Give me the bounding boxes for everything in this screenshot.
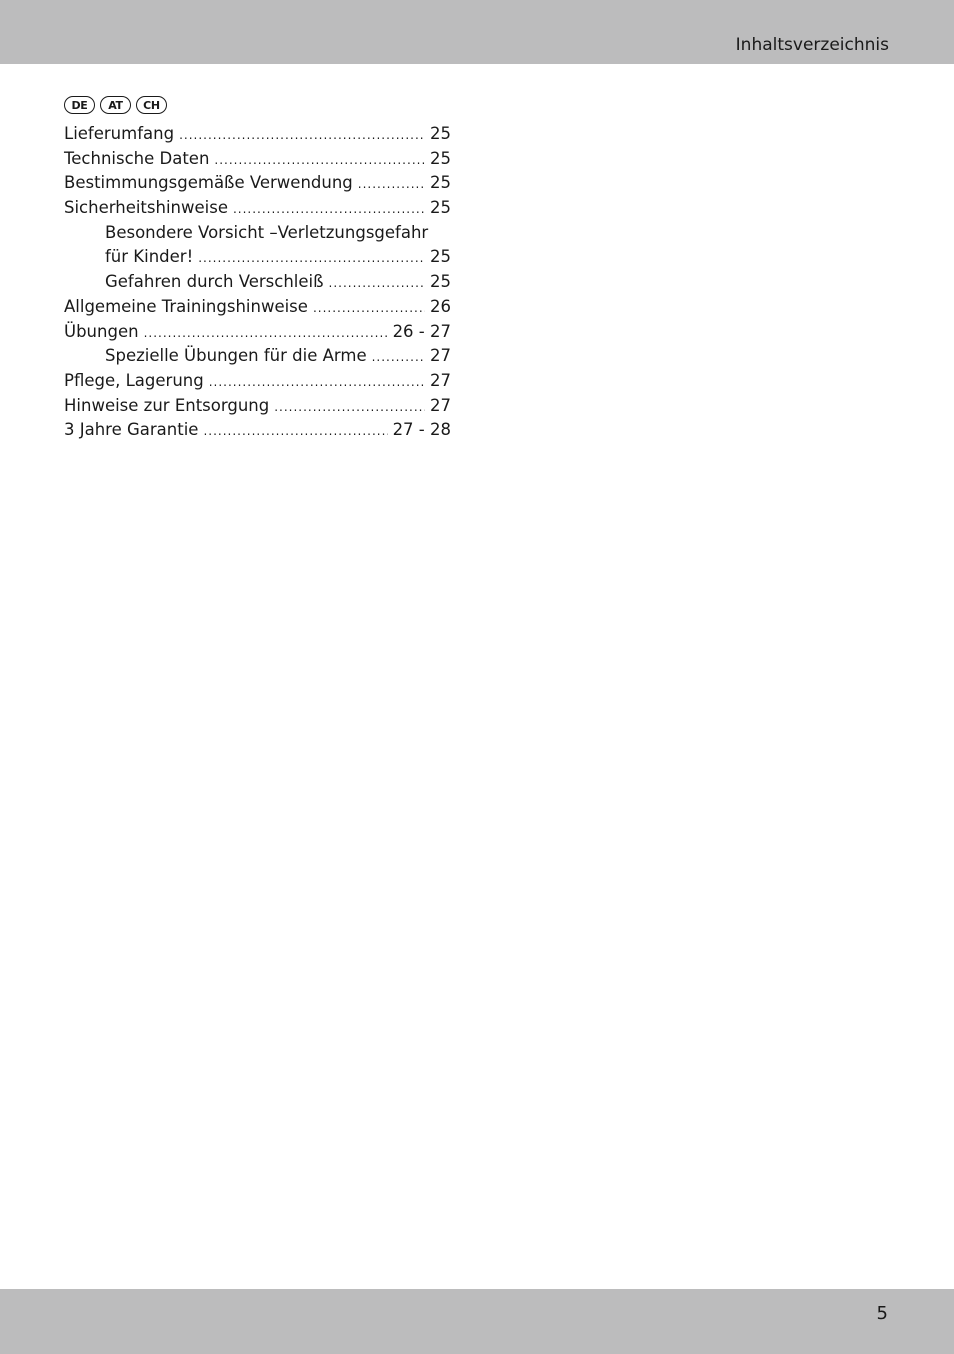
toc-entry-label: Allgemeine Trainingshinweise: [64, 296, 308, 316]
toc-entry[interactable]: [64, 295, 451, 320]
toc-entry[interactable]: [64, 320, 451, 345]
toc-entry-page: 27: [430, 370, 451, 390]
toc-entry-label: Gefahren durch Verschleiß: [105, 272, 324, 292]
toc-entry-page: 27: [430, 346, 451, 366]
toc-subentry[interactable]: [64, 221, 451, 246]
toc-leader: [198, 246, 425, 271]
toc-entry-page: 25: [430, 272, 451, 292]
toc-entry-label: für Kinder!: [105, 247, 194, 267]
toc-entry[interactable]: [64, 369, 451, 394]
header-title: Inhaltsverzeichnis: [735, 35, 889, 55]
toc-subentry[interactable]: [64, 245, 451, 270]
country-badge-ch: CH: [136, 96, 167, 114]
toc-leader: [209, 370, 425, 395]
toc-entry-page: 26: [430, 296, 451, 316]
toc-entry-page: 27: [430, 395, 451, 415]
toc-leader: [179, 123, 425, 148]
toc-entry-page: 27 - 28: [392, 420, 451, 440]
toc-entry[interactable]: [64, 122, 451, 147]
toc-subentry[interactable]: [64, 270, 451, 295]
toc-leader: [203, 419, 387, 444]
toc-entry-label: Pflege, Lagerung: [64, 370, 204, 390]
toc-entry-label: Bestimmungsgemäße Verwendung: [64, 173, 353, 193]
toc-leader: [358, 172, 425, 197]
toc-leader: [274, 395, 425, 420]
toc-entry[interactable]: [64, 147, 451, 172]
toc-leader: [233, 197, 425, 222]
toc-entry[interactable]: [64, 171, 451, 196]
toc-entry-page: 25: [430, 148, 451, 168]
toc-entry-page: 26 - 27: [392, 321, 451, 341]
country-badges: [64, 96, 167, 114]
toc-leader: [313, 296, 425, 321]
toc-entry[interactable]: [64, 418, 451, 443]
toc-subentry[interactable]: [64, 344, 451, 369]
toc-leader: [144, 321, 388, 346]
toc-entry[interactable]: [64, 196, 451, 221]
toc-leader: [214, 148, 425, 173]
toc-leader: [372, 345, 425, 370]
toc-entry-page: 25: [430, 124, 451, 143]
toc-entry-label: Spezielle Übungen für die Arme: [105, 346, 367, 366]
toc-entry-label: Lieferumfang: [64, 124, 175, 143]
toc-entry-page: 25: [430, 173, 451, 193]
toc-entry-label: 3 Jahre Garantie: [64, 420, 199, 440]
footer-bar: [0, 1289, 954, 1354]
toc-leader: [329, 271, 426, 296]
country-badge-at: AT: [100, 96, 131, 114]
toc-entry-label: Sicherheitshinweise: [64, 198, 228, 218]
toc-entry-label: Technische Daten: [64, 148, 210, 168]
page-number: 5: [876, 1303, 888, 1324]
toc-entry-page: 25: [430, 247, 451, 267]
toc-entry-label: Hinweise zur Entsorgung: [64, 395, 270, 415]
table-of-contents: [64, 122, 451, 443]
toc-entry-page: 25: [430, 198, 451, 218]
toc-entry-label: Übungen: [64, 321, 139, 341]
country-badge-de: DE: [64, 96, 95, 114]
toc-entry-label: Besondere Vorsicht –Verletzungsgefahr: [105, 222, 429, 242]
toc-entry[interactable]: [64, 394, 451, 419]
